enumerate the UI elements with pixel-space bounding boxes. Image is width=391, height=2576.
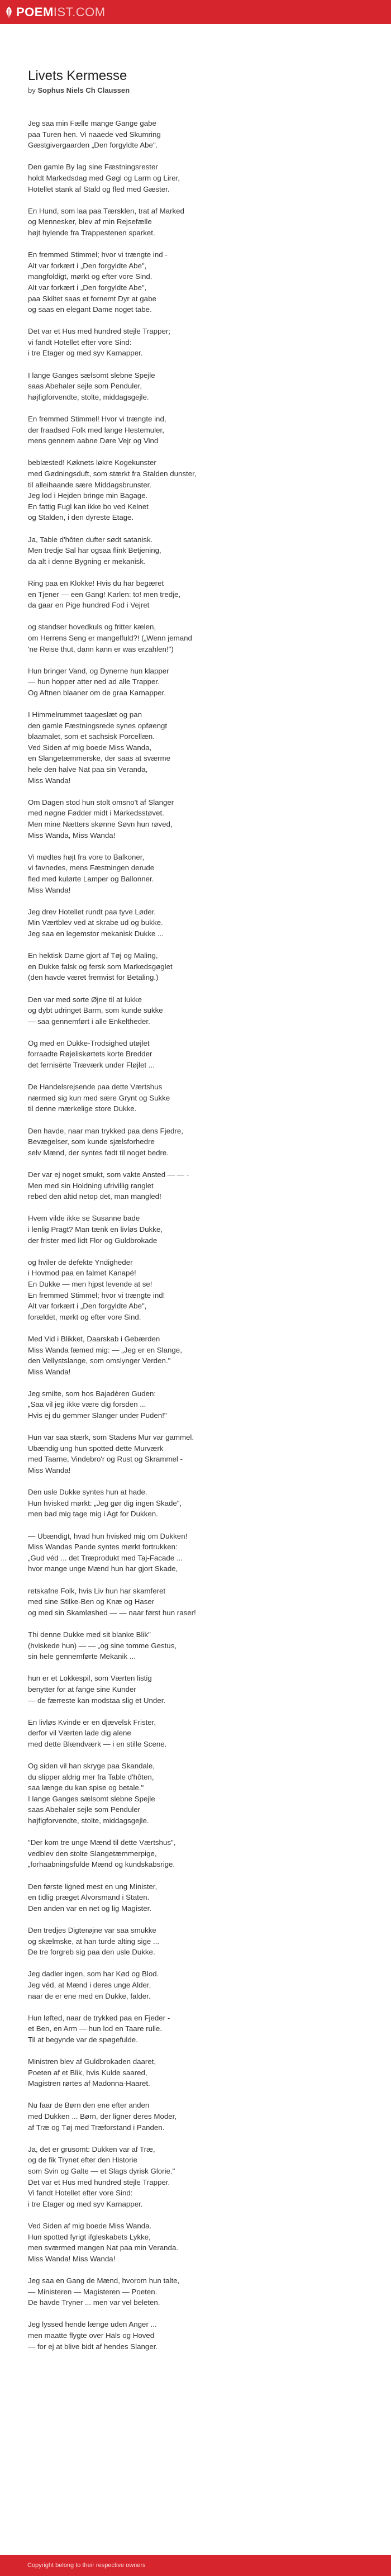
poem-line: i lenlig Pragt? Man tænk en livløs Dukke, — [28, 1225, 163, 1234]
poem-line: det fernisërte Træværk under Fløjlet ... — [28, 1061, 155, 1070]
poem-line: der fraadsed Folk med lange Hestemuler, — [28, 425, 164, 434]
poem-line: mens gennem aabne Døre Vejr og Vind — [28, 437, 159, 445]
stanza — [28, 2013, 363, 2046]
stanza — [28, 1837, 363, 1870]
poem-line: Gæstgivergaarden „Den forgyldte Abe". — [28, 141, 158, 150]
poem-line: men maatte flygte over Hals og Hoved — [28, 2331, 155, 2340]
poem-line: retskafne Folk, hvis Liv hun har skamferet — [28, 1586, 166, 1595]
poem-line: Der var ej noget smukt, som vakte Ansted — — - — [28, 1170, 189, 1179]
stanza — [28, 534, 363, 567]
stanza — [28, 1629, 363, 1662]
byline-prefix: by — [28, 86, 38, 94]
stanza — [28, 326, 363, 359]
poem-line: Den første ligned mest en ung Minister, — [28, 1882, 158, 1891]
poem-line: saas Abehaler sejle som Penduler, — [28, 382, 142, 391]
poem-line: med Gødningsduft, som stærkt fra Stalden dunster, — [28, 469, 197, 478]
poem-line: Den anden var en net og lig Magister. — [28, 1904, 152, 1913]
poem-line: og dybt udringet Barm, som kunde sukke — [28, 1006, 163, 1015]
poem-line: Min Værtblev ved at skrabe ud og bukke. — [28, 918, 163, 927]
poem-line: Vi mødtes højt fra vore to Balkoner, — [28, 852, 145, 861]
poem-line: Jeg lod i Hejden bringe min Bagage. — [28, 491, 148, 500]
poem-line: den Vellystslange, som omslynger Verden." — [28, 1356, 171, 1365]
poem-line: saa længe du kan spise og betale." — [28, 1783, 144, 1792]
poem-line: men sværmed mangen Nat paa min Veranda. — [28, 2243, 179, 2252]
poem-container — [28, 68, 363, 2363]
poem-line: "Der kom tre unge Mænd til dette Værtshus", — [28, 1838, 176, 1847]
poem-line: højfigforvendte, stolte, middagsgejle. — [28, 392, 149, 401]
poem-line: — saa gennemført i alle Enkeltheder. — [28, 1017, 150, 1026]
poem-line: Hun spotted fyrigt ifgleskabets Lykke, — [28, 2232, 151, 2241]
poem-line: højfigforvendte, stolte, middagsgejle. — [28, 1816, 149, 1825]
stanza — [28, 162, 363, 194]
stanza — [28, 1586, 363, 1619]
poem-line: Alt var forkært i „Den forgyldte Abe", — [28, 261, 147, 270]
poem-line: derfor vil Værten lade dig alene — [28, 1729, 131, 1738]
stanza — [28, 1126, 363, 1159]
poem-line: — Ministeren — Magisteren — Poeten. — [28, 2287, 158, 2296]
poem-line: med dette Blændværk — i en stille Scene. — [28, 1739, 167, 1748]
poem-line: Jeg dadler ingen, som har Kød og Blod. — [28, 1970, 159, 1979]
poem-line: forraadte Røjeliskørtets korte Bredder — [28, 1050, 152, 1059]
poem-text — [28, 118, 363, 2352]
poem-line: Miss Wanda! — [28, 1367, 71, 1376]
poem-line: rebed den altid netop det, man mangled! — [28, 1192, 161, 1201]
poem-line: da gaar en Pige hundred Fod i Vejret — [28, 601, 150, 610]
stanza — [28, 2221, 363, 2264]
stanza — [28, 666, 363, 699]
poem-line: Thi denne Dukke med sit blanke Blik" — [28, 1630, 151, 1639]
poem-line: nærmed sig kun med sære Grynt og Sukke — [28, 1093, 170, 1102]
poem-line: og Stalden, i den dyreste Etage. — [28, 513, 134, 522]
poem-line: (hviskede hun) — — „og sine tomme Gestus, — [28, 1641, 177, 1650]
poem-line: selv Mænd, der syntes født til noget bedre. — [28, 1148, 169, 1157]
poem-line: den gamle Fæstningsrede synes opføengt — [28, 721, 168, 730]
poem-line: og Mennesker, blev af min Rejsefælle — [28, 217, 152, 226]
stanza — [28, 907, 363, 940]
poem-line: i Hovmod paa en falmet Kanapé! — [28, 1269, 136, 1278]
poem-line: fled med kulørte Lamper og Ballonner. — [28, 874, 154, 883]
poem-line: Miss Wanda, Miss Wanda! — [28, 831, 116, 839]
site-logo-text — [16, 6, 106, 19]
poem-line: vi fandt Hotellet efter vore Sind: — [28, 338, 132, 347]
poem-line: et Ben, en Arm — hun lod en Taare rulle. — [28, 2024, 162, 2033]
poem-line: med sine Stilke-Ben og Knæ og Haser — [28, 1597, 155, 1606]
poem-line: Hotellet stank af Stald og fled med Gæster. — [28, 184, 170, 193]
stanza — [28, 852, 363, 895]
quill-icon — [5, 6, 13, 18]
poem-line: „forhaabningsfulde Mænd og kundskabsrige. — [28, 1860, 175, 1869]
poem-line: De Handelsrejsende paa dette Værtshus — [28, 1083, 163, 1092]
poem-line: De havde Tryner ... men var vel beleten. — [28, 2298, 160, 2307]
poem-line: Ved Siden af mig boede Miss Wanda. — [28, 2222, 152, 2230]
stanza — [28, 1925, 363, 1958]
stanza — [28, 1881, 363, 1914]
poem-line: der frister med lidt Flor og Guldbrokade — [28, 1236, 158, 1245]
poem-line: en Slangetæmmerske, der saas at sværme — [28, 754, 170, 763]
poem-line: Jeg saa en legemstor mekanisk Dukke ... — [28, 929, 164, 938]
poem-line: Ring paa en Klokke! Hvis du har begæret — [28, 578, 164, 587]
poem-line: til denne mærkelige store Dukke. — [28, 1104, 137, 1113]
site-logo[interactable] — [5, 6, 106, 19]
stanza — [28, 206, 363, 239]
stanza — [28, 1531, 363, 1574]
poem-line: Hun bringer Vand, og Dynerne hun klapper — [28, 666, 169, 675]
stanza — [28, 457, 363, 523]
poem-byline — [28, 86, 363, 96]
poem-line: Og Aftnen blaaner om de graa Karnapper. — [28, 688, 166, 697]
poem-line: hun er et Lokkespil, som Værten listig — [28, 1674, 152, 1683]
poem-line: Om Dagen stod hun stolt omsno't af Slanger — [28, 798, 174, 807]
logo-secondary-text: IST.COM — [53, 5, 106, 19]
poem-line: naar de er ene med en Dukke, falder. — [28, 1991, 151, 2000]
poem-line: og hviler de defekte Yndigheder — [28, 1258, 133, 1266]
stanza — [28, 994, 363, 1027]
poem-line: — Ubændigt, hvad hun hvisked mig om Dukken! — [28, 1531, 188, 1540]
stanza — [28, 1169, 363, 1202]
poem-line: sin hele gennemførte Mekanik ... — [28, 1652, 136, 1661]
stanza — [28, 1388, 363, 1421]
poem-line: og saas en elegant Dame noget tabe. — [28, 305, 152, 314]
poem-line: I lange Ganges sælsomt slebne Spejle — [28, 1794, 155, 1803]
stanza — [28, 1673, 363, 1706]
poem-line: beblæsted! Køknets løkre Kogekunster — [28, 458, 156, 467]
poem-line: vedblev den stolte Slangetæmmerpige, — [28, 1849, 157, 1858]
poem-line: om Herrens Seng er mangelfuld?! („Wenn jemand — [28, 633, 192, 642]
poem-line: benytter for at fange sine Kunder — [28, 1685, 136, 1693]
poem-line: „Saa vil jeg ikke være dig forsden ... — [28, 1400, 146, 1409]
poem-line: Hvis ej du gemmer Slanger under Puden!" — [28, 1411, 167, 1420]
poem-line: og standser hovedkuls og fritter kælen, — [28, 623, 156, 632]
poem-line: Jeg smilte, som hos Bajadèren Guden: — [28, 1389, 156, 1398]
poem-line: som Svin og Galte — et Slags dyrisk Glorie." — [28, 2167, 175, 2176]
poem-line: Magistren rørtes af Madonna-Haaret. — [28, 2079, 150, 2088]
poem-line: Og siden vil han skryge paa Skandale, — [28, 1762, 155, 1771]
poem-line: Alt var forkært i „Den forgyldte Abe", — [28, 283, 147, 292]
poem-line: Og med en Dukke-Trodsighed utøjlet — [28, 1038, 150, 1047]
poem-line: En livløs Kvinde er en djævelsk Frister, — [28, 1718, 156, 1726]
poem-line: vi favnedes, mens Fæstningen derude — [28, 864, 155, 872]
stanza — [28, 950, 363, 983]
poem-line: Ministren blev af Guldbrokaden daaret, — [28, 2057, 156, 2066]
poem-line: Hun var saa stærk, som Stadens Mur var gammel. — [28, 1433, 194, 1442]
stanza — [28, 1432, 363, 1476]
poem-line: og med sin Skamløshed — — naar først hun raser! — [28, 1608, 196, 1617]
stanza — [28, 414, 363, 447]
poem-line: En hektisk Dame gjort af Tøj og Maling, — [28, 951, 158, 960]
stanza — [28, 1334, 363, 1377]
poem-line: Miss Wanda! — [28, 776, 71, 785]
poem-line: en Dukke falsk og fersk som Markedsgøglet — [28, 962, 173, 971]
poem-line: Alt var forkært i „Den forgyldte Abe", — [28, 1302, 147, 1311]
poem-line: en Tjener — een Gang! Karlen: to! men tredje, — [28, 590, 181, 599]
poem-line: Det var et Hus med hundred stejle Trapper; — [28, 327, 170, 336]
copyright-notice: Copyright belong to their respective owners — [27, 2562, 146, 2569]
poem-line: mangfoldigt, mørkt og efter vore Sind. — [28, 272, 152, 281]
poem-line: Hun løfted, naar de trykked paa en Fjeder - — [28, 2013, 170, 2022]
poem-line: hvor mange unge Mænd hun har gjort Skade, — [28, 1564, 178, 1573]
poem-line: Til at begynde var de spøgefulde. — [28, 2035, 138, 2044]
stanza — [28, 578, 363, 611]
stanza — [28, 1968, 363, 2001]
poem-line: blaamalet, som et sachsisk Porcellæn. — [28, 732, 155, 741]
poem-line: en tidlig præget Alvorsmand i Staten. — [28, 1893, 150, 1902]
poem-line: Hvem vilde ikke se Susanne bade — [28, 1214, 140, 1223]
stanza — [28, 2275, 363, 2308]
poem-line: En fremmed Stimmel; hvor vi trængte ind - — [28, 250, 168, 259]
poem-line: — hun hopper atter ned ad alle Trapper. — [28, 677, 160, 686]
top-header-bar — [0, 0, 391, 24]
poem-line: Ja, det er grusomt: Dukken var af Træ, — [28, 2145, 155, 2153]
poem-line: Miss Wandas Pande syntes mørkt fortrukken: — [28, 1543, 178, 1552]
poem-line: Den usle Dukke syntes hun at hade. — [28, 1488, 147, 1497]
poem-line: Men med sin Holdning ufrivillig ranglet — [28, 1181, 154, 1190]
poem-line: (den havde været fremvist for Betaling.) — [28, 973, 159, 982]
poem-line: En Hund, som laa paa Tærsklen, trat af Marked — [28, 206, 184, 215]
stanza — [28, 1761, 363, 1827]
poem-line: Miss Wanda! — [28, 1466, 71, 1475]
stanza — [28, 1213, 363, 1246]
poem-line: Jeg saa min Fælle mange Gange gabe — [28, 119, 156, 127]
poem-line: Jeg lyssed hende længe uden Anger ... — [28, 2320, 157, 2329]
poem-line: Den havde, naar man trykked paa dens Fjedre, — [28, 1126, 183, 1135]
poem-line: De tre forgreb sig paa den usle Dukke. — [28, 1948, 155, 1957]
stanza — [28, 2100, 363, 2133]
poem-line: Miss Wanda! — [28, 885, 71, 894]
poem-line: En fremmed Stimmel! Hvor vi trængte ind, — [28, 415, 166, 424]
poem-line: Den tredjes Digterøjne var saa smukke — [28, 1925, 156, 1934]
poem-line: Vi fandt Hotellet efter vore Sind: — [28, 2189, 133, 2198]
poem-line: Poeten af et Blik, hvis Kulde saared, — [28, 2068, 147, 2077]
poem-line: holdt Markedsdag med Gøgl og Larm og Lirer, — [28, 173, 180, 182]
poem-line: Det var et Hus med hundred stejle Trapper. — [28, 2177, 170, 2186]
stanza — [28, 1717, 363, 1750]
poem-line: højt hylende fra Trappestenen sparket. — [28, 228, 155, 237]
poem-line: af Træ og Tøj med Træforstand i Panden. — [28, 2123, 165, 2132]
poem-line: saas Abehaler sejle som Penduler — [28, 1805, 141, 1814]
poem-line: i tre Etager og med syv Karnapper. — [28, 2199, 143, 2208]
stanza — [28, 1081, 363, 1114]
logo-primary-text: POEM — [16, 5, 54, 19]
stanza — [28, 622, 363, 654]
poem-line: Ja, Table d'hôten dufter sødt satanisk. — [28, 535, 153, 544]
poem-line: Jeg saa en Gang de Mænd, hvorom hun talte, — [28, 2276, 180, 2285]
poem-line: Nu faar de Børn den ene efter anden — [28, 2101, 150, 2110]
poem-line: Miss Wanda fæmed mig: — „Jeg er en Slange, — [28, 1345, 182, 1354]
stanza — [28, 2319, 363, 2352]
poem-line: med nøgne Fødder midt i Markedsstøvet. — [28, 809, 164, 818]
stanza — [28, 2056, 363, 2089]
poem-line: Ved Siden af mig boede Miss Wanda, — [28, 743, 152, 752]
poem-line: hele den halve Nat paa sin Veranda, — [28, 765, 148, 774]
poem-line: Ubændig ung hun spotted dette Murværk — [28, 1444, 164, 1453]
poem-line: og skælmske, at han turde alting sige ... — [28, 1937, 160, 1946]
poem-line: — for ej at blive bidt af hendes Slanger. — [28, 2342, 158, 2351]
poem-line: forældet, mørkt og efter vore Sind. — [28, 1312, 141, 1321]
poem-line: Men mine Nætters skønne Søvn hun røved, — [28, 820, 173, 828]
poem-line: med Taarne, Vindebro'r og Rust og Skrammel - — [28, 1455, 183, 1464]
poem-line: En Dukke — men hjpst levende at se! — [28, 1279, 152, 1288]
poem-line: 'ne Reise thut, dann kann er was erzahlen!") — [28, 644, 174, 653]
poem-line: I lange Ganges sælsomt slebne Spejle — [28, 371, 155, 379]
poem-line: da alt i denne Bygning er mekanisk. — [28, 557, 146, 566]
poem-line: du slipper aldrig mer fra Table d'hôten, — [28, 1772, 154, 1781]
poem-line: „Gud véd ... det Træprodukt med Taj-Facade ... — [28, 1553, 183, 1562]
stanza — [28, 1487, 363, 1520]
poem-line: Hun hvisked mørkt: „Jeg gør dig ingen Skade", — [28, 1498, 182, 1507]
poem-line: til alleihaande sære Middagsbrunster. — [28, 480, 152, 489]
poem-line: Med Vid i Blikket, Daarskab i Gebærden — [28, 1334, 160, 1343]
poem-line: i tre Etager og med syv Karnapper. — [28, 349, 143, 358]
poem-line: Den var med sorte Øjne til at lukke — [28, 995, 142, 1004]
stanza — [28, 249, 363, 315]
poem-line: — de færreste kan modstaa slig et Under. — [28, 1696, 166, 1705]
stanza — [28, 1257, 363, 1323]
poem-line: En fattig Fugl kan ikke bo ved Kelnet — [28, 502, 149, 511]
stanza — [28, 118, 363, 151]
stanza — [28, 370, 363, 403]
author-name[interactable]: Sophus Niels Ch Claussen — [37, 86, 130, 94]
poem-line: og de fik Trynet efter den Historie — [28, 2156, 137, 2165]
poem-title: Livets Kermesse — [28, 68, 127, 83]
poem-line: Jeg véd, at Mænd i deres unge Alder, — [28, 1980, 151, 1989]
stanza — [28, 797, 363, 841]
poem-line: Miss Wanda! Miss Wanda! — [28, 2254, 116, 2263]
footer-bar — [0, 2555, 391, 2576]
stanza — [28, 2144, 363, 2210]
stanza — [28, 709, 363, 786]
poem-line: Bevægelser, som kunde sjælsforhedre — [28, 1137, 155, 1146]
poem-line: med Dukken ... Børn, der ligner deres Moder, — [28, 2112, 177, 2121]
poem-line: En fremmed Stimmel; hvor vi trængte ind! — [28, 1291, 165, 1299]
stanza — [28, 1038, 363, 1071]
poem-line: Jeg drev Hotellet rundt paa tyve Løder. — [28, 907, 156, 916]
poem-line: Den gamle By lag sine Fæstningsrester — [28, 163, 158, 172]
poem-line: Men tredje Sal har ogsaa flink Betjening, — [28, 546, 161, 555]
poem-line: paa Skiltet saas et fornemt Dyr at gabe — [28, 294, 156, 303]
poem-line: I Himmelrummet taageslæt og pan — [28, 710, 142, 719]
poem-line: men bad mig tage mig i Agt for Dukken. — [28, 1510, 158, 1519]
poem-line: paa Turen hen. Vi naaede ved Skumring — [28, 130, 161, 139]
